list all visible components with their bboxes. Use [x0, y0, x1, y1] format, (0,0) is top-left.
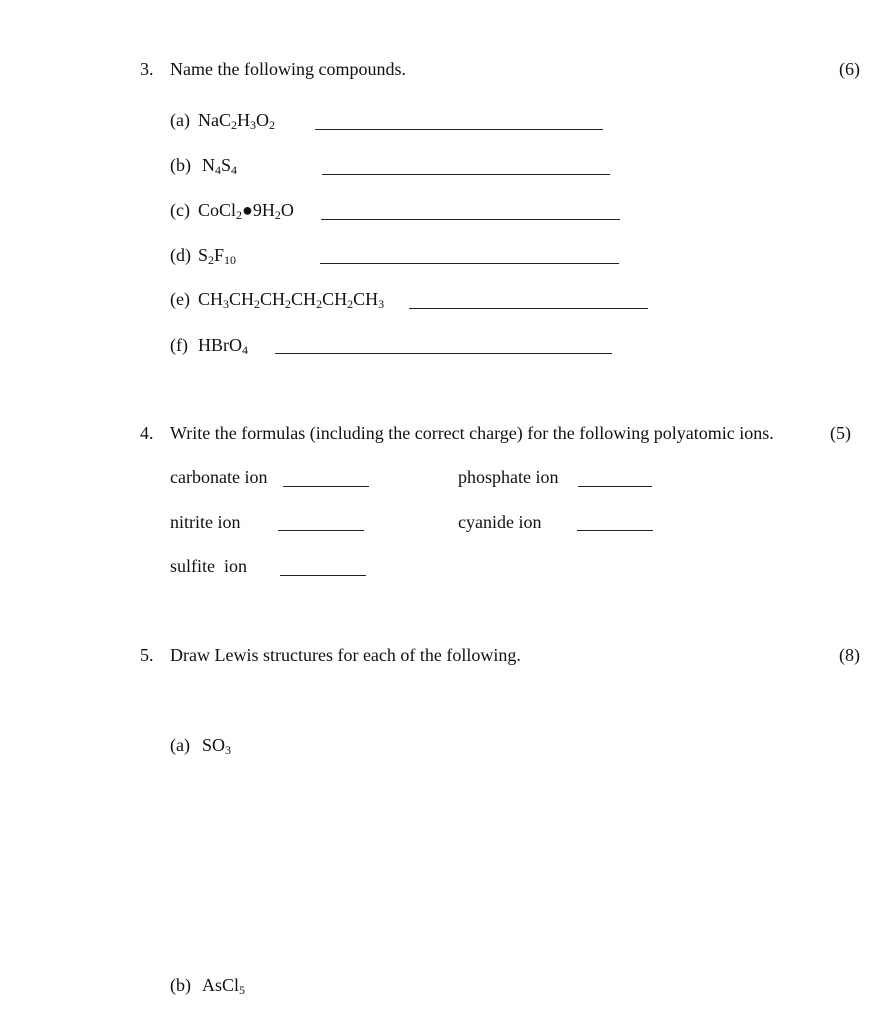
q3-item-a-label: (a): [170, 110, 190, 130]
q4-phosphate-answer-line[interactable]: [578, 486, 652, 487]
q3-item-f-label: (f): [170, 335, 188, 355]
q4-sulfite-label: sulfite ion: [170, 556, 247, 576]
q4-sulfite-answer-line[interactable]: [280, 575, 366, 576]
q4-cyanide-answer-line[interactable]: [577, 530, 653, 531]
q5-item-b-label: (b): [170, 975, 191, 995]
q3-item-b-formula: $N_4S_4$: [202, 155, 238, 177]
q3-item-c-label: (c): [170, 200, 190, 220]
q4-prompt: Write the formulas (including the correct charge) for the following polyatomic ions.: [170, 423, 774, 443]
q5-item-a-label: (a): [170, 735, 190, 755]
q3-item-c-formula: $CoCl_2●9H_2O$: [198, 200, 294, 222]
q4-points: (5): [830, 423, 851, 443]
q5-item-a-drawing-area[interactable]: [170, 765, 850, 955]
q3-item-f-formula: HBrO$_4$: [198, 335, 248, 357]
q3-item-d-label: (d): [170, 245, 191, 265]
q3-item-f-answer-line[interactable]: [275, 353, 612, 354]
q4-carbonate-answer-line[interactable]: [283, 486, 369, 487]
q4-nitrite-label: nitrite ion: [170, 512, 241, 532]
q3-item-e-label: (e): [170, 289, 190, 309]
q5-prompt: Draw Lewis structures for each of the following.: [170, 645, 521, 665]
q3-item-a-formula: $NaC_2H_3O_2$: [198, 110, 275, 132]
q3-item-e-formula: $CH_3CH_2CH_2CH_2CH_2CH_3$: [198, 289, 385, 311]
q3-item-b-answer-line[interactable]: [322, 174, 610, 175]
q4-number: 4.: [140, 423, 154, 443]
q3-points: (6): [839, 59, 860, 79]
q5-item-a-formula: $SO_3$: [202, 735, 232, 757]
q3-item-d-formula: $S_2F_{10}$: [198, 245, 237, 267]
q4-phosphate-label: phosphate ion: [458, 467, 559, 487]
q5-points: (8): [839, 645, 860, 665]
q4-nitrite-answer-line[interactable]: [278, 530, 364, 531]
q3-item-c-answer-line[interactable]: [321, 219, 620, 220]
q3-item-d-answer-line[interactable]: [320, 263, 619, 264]
q4-cyanide-label: cyanide ion: [458, 512, 542, 532]
q3-prompt: Name the following compounds.: [170, 59, 406, 79]
q5-number: 5.: [140, 645, 154, 665]
q3-number: 3.: [140, 59, 154, 79]
q3-item-a-answer-line[interactable]: [315, 129, 603, 130]
q5-item-b-formula: AsCl$_5$: [202, 975, 246, 997]
q3-item-e-answer-line[interactable]: [409, 308, 648, 309]
q3-item-b-label: (b): [170, 155, 191, 175]
q4-carbonate-label: carbonate ion: [170, 467, 268, 487]
